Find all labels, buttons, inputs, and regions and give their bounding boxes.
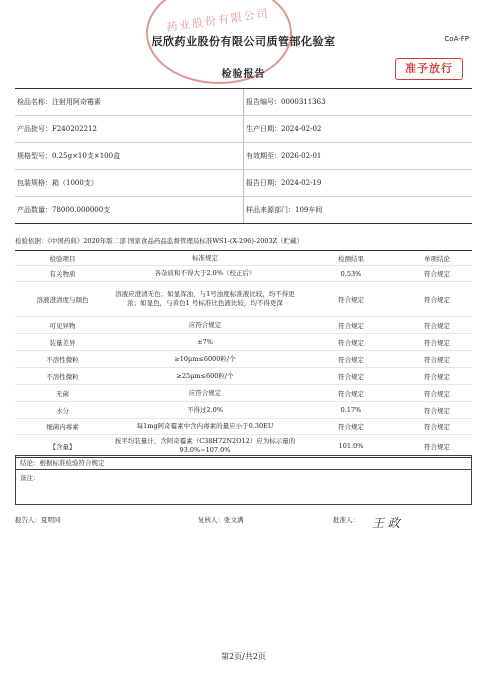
result: 符合规定 (338, 338, 364, 347)
table-row (15, 368, 472, 385)
specification: 规格型号：0.25g×10支×100盒 (17, 152, 121, 160)
sample-source: 样品来源部门：109车间 (243, 197, 472, 223)
standard: 应符合规定 (188, 388, 222, 397)
report-date: 报告日期：2024-02-19 (243, 170, 472, 196)
conclusion: 符合规定 (424, 355, 450, 364)
table-row (15, 334, 472, 351)
approver-label: 批准人： (333, 516, 359, 524)
test-item: 【含量】 (49, 442, 76, 451)
table-row (15, 351, 472, 368)
table-row (15, 435, 472, 457)
result: 0.53% (340, 269, 362, 278)
conclusion: 符合规定 (424, 406, 450, 415)
reporter-signature: 报告人：夏明同 (15, 516, 61, 524)
release-approved-stamp: 准予放行 (395, 58, 463, 80)
test-item: 水分 (56, 406, 69, 415)
standard: 按平均装量计，含阿奇霉素（C38H72N2O12）应为标示量的93.0%~107.0% (114, 437, 296, 454)
conclusion-box: 结论：根据标准检验符合规定 (15, 455, 472, 470)
col-header-result: 检测结果 (338, 254, 364, 263)
conclusion: 符合规定 (424, 338, 450, 347)
conclusion: 符合规定 (424, 423, 450, 431)
page-number: 第2页/共2页 (221, 652, 266, 661)
table-header-row (15, 251, 472, 266)
product-quantity: 产品数量：78000.000000支 (17, 206, 111, 214)
standard: 溶液应澄清无色；如显浑浊，与1号浊度标准液比较，均不得更浓；如显色，与黄色1 号标准比色液比较，均不得更深 (115, 290, 295, 307)
test-item: 装量差异 (49, 338, 76, 347)
table-row (15, 266, 472, 282)
production-date: 生产日期：2024-02-02 (243, 116, 472, 142)
test-item: 溶液澄清度与颜色 (36, 295, 89, 304)
standard: 各杂质和不得大于2.0%（校正后） (154, 269, 256, 277)
approver-handwritten-signature: 王 政 (372, 516, 400, 530)
test-item: 不溶性微粒 (46, 372, 79, 381)
conclusion: 符合规定 (424, 295, 450, 304)
result: 符合规定 (338, 355, 364, 364)
result: 符合规定 (338, 321, 364, 330)
report-title: 检验报告 (221, 69, 266, 80)
test-item: 无菌 (56, 389, 69, 398)
table-row (15, 385, 472, 402)
col-header-standard: 标准规定 (192, 253, 218, 262)
conclusion: 符合规定 (424, 270, 450, 278)
remark-box: 备注： (15, 469, 472, 505)
test-item: 细菌内毒素 (46, 423, 79, 431)
package-spec: 包装规格：箱（1000支） (17, 179, 98, 187)
product-name: 检品名称：注射用阿奇霉素 (17, 98, 101, 106)
product-info-section (15, 88, 472, 224)
test-basis: 检验依据：《中国药典》2020年版二部 国家食品药品监督管理局标准WS1-(X-296)-2003Z（贮藏） (15, 237, 304, 245)
standard: ±7% (197, 337, 213, 346)
conclusion: 符合规定 (424, 389, 450, 398)
standard: ≥10μm≤6000粒/个 (174, 354, 236, 363)
results-table (15, 250, 472, 458)
result: 101.0% (338, 442, 364, 450)
result: 符合规定 (338, 389, 364, 398)
standard: 不得过2.0% (186, 405, 223, 414)
info-row (15, 143, 472, 170)
conclusion: 符合规定 (424, 321, 450, 330)
round-seal-text: 药业股份有限公司 (165, 6, 271, 35)
company-name: 辰欣药业股份有限公司质管部化验室 (151, 35, 336, 48)
col-header-conclusion: 单项结论 (424, 254, 450, 263)
col-header-item: 检验项目 (49, 254, 76, 263)
info-row (15, 116, 472, 143)
result: 符合规定 (338, 372, 364, 381)
standard: 应符合规定 (188, 320, 222, 329)
result: 符合规定 (338, 295, 364, 304)
conclusion: 符合规定 (424, 372, 450, 381)
report-number: 报告编号：0000311363 (243, 89, 472, 115)
test-item: 有关物质 (49, 270, 76, 278)
expiry-date: 有效期至：2026-02-01 (243, 143, 472, 169)
reviewer-signature: 复核人：张文满 (198, 516, 244, 524)
table-row (15, 282, 472, 317)
table-row (15, 317, 472, 334)
info-row (15, 170, 472, 197)
table-row (15, 419, 472, 435)
conclusion: 符合规定 (424, 442, 450, 451)
test-item: 可见异物 (49, 321, 76, 330)
standard: ≥25μm≤600粒/个 (176, 371, 234, 380)
result: 0.17% (340, 406, 362, 414)
test-item: 不溶性微粒 (46, 355, 79, 364)
info-row (15, 197, 472, 223)
table-row (15, 402, 472, 419)
standard: 每1mg阿奇霉素中含内毒素的量应小于0.30EU (136, 422, 274, 430)
batch-number: 产品批号：F240202212 (17, 125, 97, 133)
result: 符合规定 (338, 423, 364, 431)
info-row (15, 89, 472, 116)
document-code: CoA-FP (444, 35, 469, 43)
